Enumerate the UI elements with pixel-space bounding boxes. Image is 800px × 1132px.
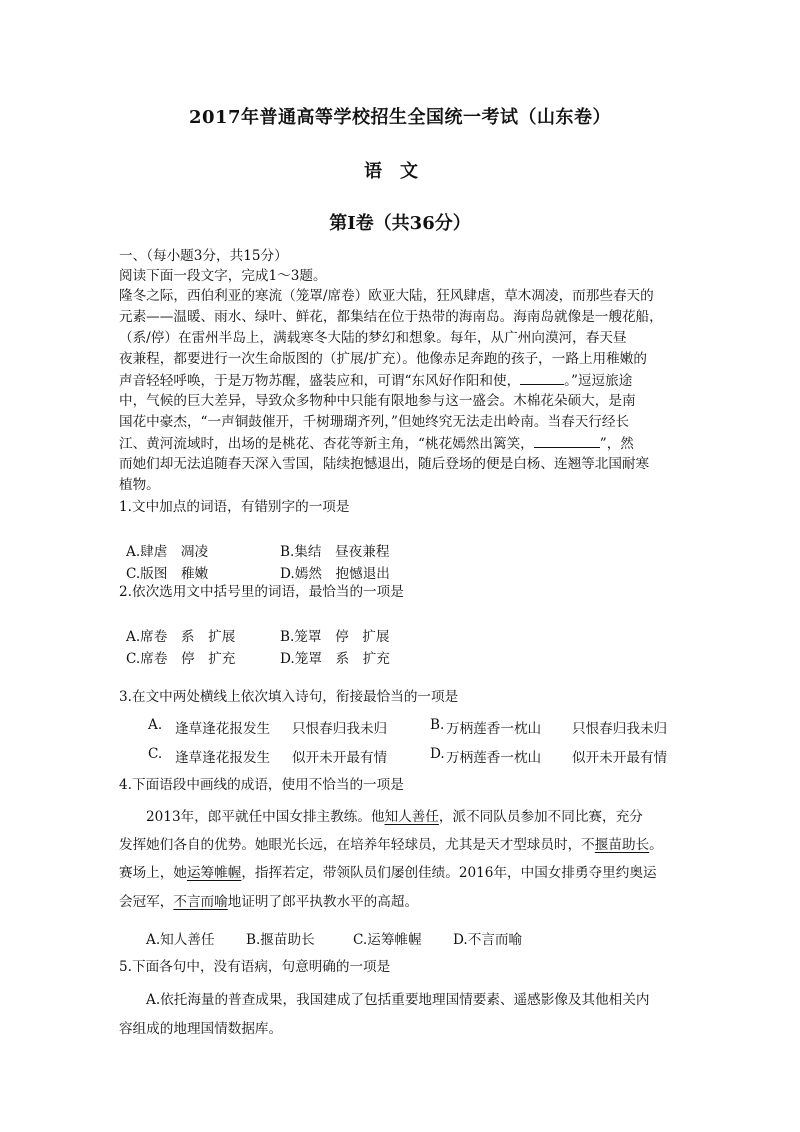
q4-text: 2013年，郎平就任中国女排主教练。他 [146, 809, 385, 825]
passage-line: 元素——温暖、雨水、绿叶、鲜花，都集结在位于热带的海南岛。海南岛就像是一艘花船， [119, 309, 663, 325]
q4-passage-line [119, 892, 418, 912]
option-letter: C. [148, 746, 163, 762]
subject-title: 语文 [364, 161, 436, 182]
q4-underlined-idiom: 运筹帷幄 [186, 865, 242, 881]
question-4-stem: 4.下面语段中画线的成语，使用不恰当的一项是 [119, 777, 404, 793]
fill-blank-1 [520, 370, 564, 385]
option-letter: B. [430, 717, 445, 733]
question-5-option-a-line[interactable]: 容组成的地理国情数据库。 [119, 1021, 283, 1037]
question-1-stem: 1.文中加点的词语，有错别字的一项是 [119, 499, 350, 515]
passage-line [119, 370, 632, 391]
passage-line-part: 江、黄河流域时，出场的是桃花、杏花等新主角，“桃花嫣然出篱笑， [119, 436, 534, 452]
question-4-option-b[interactable]: B.揠苗助长 [246, 932, 315, 948]
exam-title: 2017年普通高等学校招生全国统一考试（山东卷） [188, 107, 612, 128]
passage-line-part: 声音轻轻呼唤，于是万物苏醒，盛装应和，可谓“东风好作阳和使， [119, 373, 521, 389]
q4-underlined-idiom: 不言而喻 [173, 894, 228, 910]
fill-blank-2 [534, 433, 600, 448]
q4-passage-line [146, 807, 643, 827]
q4-text: 发挥她们各自的优势。她眼光长远，在培养年轻球员，尤其是天才型球员时，不 [119, 837, 595, 853]
question-3-stem: 3.在文中两处横线上依次填入诗句，衔接最恰当的一项是 [119, 689, 459, 705]
option-letter: D. [430, 746, 445, 762]
question-2-stem: 2.依次选用文中括号里的词语，最恰当的一项是 [119, 584, 404, 600]
passage-line: 夜兼程，都要进行一次生命版图的（扩展/扩充）。他像赤足奔跑的孩子，一路上用稚嫩的 [119, 351, 647, 367]
q4-text: ，派不同队员参加不同比赛，充分 [438, 809, 643, 825]
q4-underlined-idiom: 知人善任 [384, 809, 439, 825]
q4-text: 会冠军， [119, 894, 174, 910]
q4-passage-line [119, 835, 663, 855]
q4-text: 。 [649, 837, 663, 853]
q4-passage-line [119, 863, 657, 883]
q4-underlined-idiom: 揠苗助长 [594, 837, 650, 853]
passage-line: （系/停）在雷州半岛上，满载寒冬大陆的梦幻和想象。每年，从广州向漠河，春天昼 [119, 330, 627, 346]
option-letter: A. [148, 717, 163, 733]
question-1-option-d[interactable]: D.嫣然 抱憾退出 [280, 566, 390, 582]
passage-line: 国花中豪杰，“一声铜鼓催开，千树珊瑚齐列，”但她终究无法走出岭南。当春天行经长 [119, 414, 630, 430]
question-4-option-a[interactable]: A.知人善任 [146, 932, 215, 948]
question-4-option-c[interactable]: C.运筹帷幄 [353, 932, 422, 948]
question-5-stem: 5.下面各句中，没有语病，句意明确的一项是 [119, 959, 391, 975]
option-verse: 逢草逢花报发生 [175, 721, 271, 737]
question-5-option-a-line[interactable]: A.依托海量的普查成果，我国建成了包括重要地理国情要素、遥感影像及其他相关内 [146, 992, 650, 1008]
question-2-option-d[interactable]: D.笼罩 系 扩充 [280, 651, 390, 667]
question-1-option-c[interactable]: C.版图 稚嫩 [126, 566, 209, 582]
passage-line: 隆冬之际，西伯利亚的寒流（笼罩/席卷）欧亚大陆，狂风肆虐，草木凋凌，而那些春天的 [119, 288, 654, 304]
section-instruction: 阅读下面一段文字，完成1～3题。 [119, 268, 327, 284]
option-verse: 似开未开最有情 [292, 750, 388, 766]
question-1-option-a[interactable]: A.肆虐 凋凌 [126, 544, 209, 560]
question-1-option-b[interactable]: B.集结 昼夜兼程 [280, 544, 390, 560]
section-heading: 一、（每小题3分，共15分） [119, 248, 288, 264]
passage-line: 植物。 [119, 477, 160, 493]
passage-line [119, 433, 634, 454]
option-verse: 万柄莲香一枕山 [446, 721, 542, 737]
option-verse: 逢草逢花报发生 [175, 750, 271, 766]
q4-text: 地证明了郎平执教水平的高超。 [227, 894, 419, 910]
passage-line: 中，气候的巨大差异，导致众多物种中只能有限地参与这一盛会。木棉花朵硕大，是南 [119, 393, 636, 409]
question-4-option-d[interactable]: D.不言而喻 [453, 932, 523, 948]
option-verse: 似开未开最有情 [572, 750, 668, 766]
q4-text: 赛场上，她 [119, 865, 187, 881]
option-verse: 只恨春归我未归 [572, 721, 668, 737]
question-2-option-b[interactable]: B.笼罩 停 扩展 [280, 629, 390, 645]
part-title: 第Ⅰ卷（共36分） [329, 213, 471, 234]
question-2-option-a[interactable]: A.席卷 系 扩展 [126, 629, 236, 645]
option-verse: 万柄莲香一枕山 [446, 750, 542, 766]
option-verse: 只恨春归我未归 [292, 721, 388, 737]
passage-line-part: 。”逗逗旅途 [564, 373, 633, 389]
q4-text: ，指挥若定，带领队员们屡创佳绩。2016年，中国女排勇夺里约奥运 [241, 865, 657, 881]
passage-line-part: ”，然 [599, 436, 634, 452]
passage-line: 而她们却无法追随春天深入雪国，陆续抱憾退出，随后登场的便是白杨、连翘等北国耐寒 [119, 456, 650, 472]
question-2-option-c[interactable]: C.席卷 停 扩充 [126, 651, 236, 667]
